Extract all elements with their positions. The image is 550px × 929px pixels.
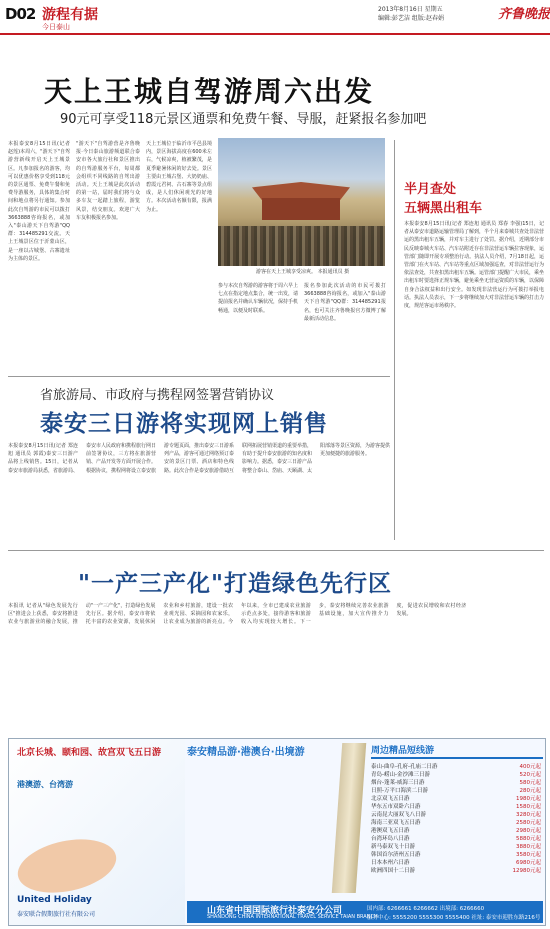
- masthead-logo: 齐鲁晚报: [498, 7, 550, 22]
- story1-col2: "游天下"自驾游营是齐鲁晚报·今日泰山旅游频道联合泰安市各大旅行社和景区推出的自驾游服务平台，每周都会组织不同线路的自驾出游活动。天上王城是此次活动的第一站，届时我们将与众多车友一起踏上旅程，游览风景，结交朋友。欢迎广大车友积极报名参加。: [76, 141, 140, 221]
- price-row-name: 日照-万平口海滨二日游: [371, 788, 428, 794]
- price-list-title: 周边精品短线游: [371, 746, 435, 756]
- ad-left-title: 北京长城、颐和园、故宫双飞五日游: [17, 748, 162, 758]
- photo-building: [262, 198, 340, 220]
- price-row-price: 1980元起: [516, 796, 541, 802]
- price-row-price: 400元起: [519, 764, 541, 770]
- ad-middle-title: 泰安精品游·港澳台·出境游: [187, 747, 305, 758]
- photo-crowd: [218, 226, 385, 266]
- column-divider: [394, 140, 395, 540]
- date-line: 2013年8月16日 星期五: [378, 6, 443, 13]
- price-row: [371, 835, 543, 843]
- united-holiday-name: 泰安联合假期旅行社有限公司: [17, 911, 96, 918]
- agency-phones: 国内部: 6266661 6266662 出境部: 6266660: [367, 906, 485, 912]
- story1-col1: 本报泰安8月15日讯(记者 赵莲)本周六，"游天下"自驾游营新线开启天上王城景区。凡参加报名的游客，均可以优惠价格享受到118元的景区通票、免费午餐和免费导游服务，具体的集合时间和地点将另行通知。参加此次自驾游的市民可以拨打3663888咨询报名，或加入"泰山游天下自驾游"QQ群：314485291交流。天上王城景区位于沂蒙山区，是一座以古城堡、古寨遗址为主体的景区。: [8, 141, 70, 262]
- story1-headline: 天上王城自驾游周六出发: [44, 75, 375, 108]
- price-row: [371, 779, 543, 787]
- photo-caption: 游客在天上王城享受凉爽。 本报通讯员 摄: [256, 269, 350, 275]
- ad-price-list: [371, 739, 543, 899]
- price-row: [371, 827, 543, 835]
- story1-col4: 参与本次自驾游的游客将于周六早上七点在指定地点集合，统一出发，请提前报名并确认车辆状况，保持手机畅通，以便及时联系。: [218, 283, 298, 314]
- section-subtitle: 今日泰山: [42, 23, 70, 31]
- price-list-rule: [371, 757, 543, 759]
- divider: [8, 376, 390, 377]
- agency-name: 山东省中国国际旅行社泰安分公司: [207, 906, 343, 916]
- price-row-price: 520元起: [519, 772, 541, 778]
- story3-body: 本报讯 记者从"绿色发展先行区"推进会上获悉，泰安将推进农业与旅游业的融合发展，推动"一产三产化"，打造绿色发展先行区。据介绍，泰安市将依托丰富的农业资源，发展休闲农业和乡村旅游，建设一批农业观光园、采摘园和农家乐，让农业成为旅游的新亮点。今年以来，全市已建成农业旅游示范点多处，接待游客和旅游收入均实现较大增长。下一步，泰安将继续完善农业旅游基础设施，加大宣传推介力度，促进农民增收和农村经济发展。: [8, 603, 467, 626]
- price-row: [371, 803, 543, 811]
- travel-advertisement: [8, 738, 546, 926]
- price-row: [371, 859, 543, 867]
- price-row-price: 2580元起: [516, 820, 541, 826]
- price-row-name: 北京双飞五日游: [371, 796, 410, 802]
- price-row: [371, 851, 543, 859]
- sidebar-headline-1: 半月查处: [404, 182, 457, 197]
- ad-bottom-bar: [187, 901, 543, 923]
- price-row: [371, 795, 543, 803]
- price-row-price: 12980元起: [512, 868, 541, 874]
- price-row: [371, 811, 543, 819]
- price-row-price: 580元起: [519, 780, 541, 786]
- price-row-price: 1580元起: [516, 804, 541, 810]
- price-row-price: 3880元起: [516, 844, 541, 850]
- price-row-name: 泰山-曲阜-孔府-孔庙二日游: [371, 764, 438, 770]
- story1-photo: [218, 138, 385, 266]
- price-row-name: 青岛-崂山-金沙滩三日游: [371, 772, 430, 778]
- price-row: [371, 787, 543, 795]
- price-row: [371, 771, 543, 779]
- story2-headline: 泰安三日游将实现网上销售: [40, 411, 328, 437]
- price-row-name: 海南三亚双飞五日游: [371, 820, 421, 826]
- price-rows: [371, 763, 543, 875]
- sidebar-body: 本报泰安8月15日讯(记者 郑连旭 通讯员 郑春 李强)15日，记者从泰安市道路运输管理局了解到，半个月来泰城共查处非法营运的黑出租车五辆，并对车主进行了处罚。据介绍，近期部分市民反映泰城火车站、汽车站附近存在非法营运车辆拉客现象，运管部门随即开展专项整治行动。执法人员介绍，7月18日起，运管部门在火车站、汽车站等重点区域加强巡查，对非法营运行为依法查处，共查扣黑出租车五辆。运管部门提醒广大市民，乘坐出租车时要选择正规车辆，避免乘坐无营运资质的车辆，以保障自身合法权益和出行安全。如发现非法营运行为可拨打举报电话。执法人员表示，下一步将继续加大对非法营运车辆的打击力度，规范客运市场秩序。: [404, 221, 544, 310]
- price-row-name: 华东五市双卧六日游: [371, 804, 421, 810]
- agency-address: 服务中心: 5555200 5555300 5555400 社址: 泰安市迎胜东路216号: [367, 915, 541, 921]
- price-row-price: 2980元起: [516, 828, 541, 834]
- price-row-name: 韩国首尔济州五日游: [371, 852, 421, 858]
- price-row-name: 港澳双飞五日游: [371, 828, 410, 834]
- agency-name-english: SHANDONG CHINA INTERNATIONAL TRAVEL SERVICE TAIAN BRANCH: [207, 914, 378, 920]
- price-row-price: 3280元起: [516, 812, 541, 818]
- price-row-name: 烟台-蓬莱-威海三日游: [371, 780, 425, 786]
- sidebar-headline-2: 五辆黑出租车: [404, 201, 483, 216]
- story1-col3: 天上王城位于临沂市平邑县境内，景区海拔高度在600米左右，气候凉爽，植被繁茂，是夏季避暑休闲的好去处。景区主要由王城古堡、大奶奶庙、碧霞元君祠、古石寨等景点组成，是人们休闲观光的好地方。本次活动名额有限，报满为止。: [146, 141, 212, 213]
- price-row: [371, 867, 543, 875]
- editor-line: 编辑:彭艺洁 组版:赵春娟: [378, 15, 444, 22]
- price-row-price: 3580元起: [516, 852, 541, 858]
- landmark-tower-photo: [332, 743, 366, 893]
- divider: [8, 550, 544, 551]
- page-number: D02: [5, 5, 36, 23]
- price-row-price: 6980元起: [516, 860, 541, 866]
- story2-body: 本报泰安8月15日讯(记者 郑连旭 通讯员 郭霞)泰安三日游产品将上线销售。15日，记者从泰安市旅游局获悉，省旅游局、泰安市人民政府和携程旅行网日前签署协议，三方将在旅游营销、产品开发等方面开展合作。根据协议，携程网将设立泰安旅游专题页面，推出泰安三日游系列产品，游客可通过网络预订泰安的景区门票、酒店和特色线路。此次合作是泰安旅游借助互联网拓展营销渠道的重要举措，有助于提升泰安旅游的知名度和影响力。据悉，泰安三日游产品将整合泰山、岱庙、天颐湖、太阳部落等景区资源，为游客提供更加便捷的旅游服务。: [8, 443, 390, 474]
- price-row-price: 280元起: [519, 788, 541, 794]
- story1-subhead: 90元可享受118元景区通票和免费午餐、导服，赶紧报名参加吧: [60, 112, 427, 127]
- price-row: [371, 763, 543, 771]
- price-row-name: 欧洲四国十二日游: [371, 868, 416, 874]
- price-row-name: 日本本州六日游: [371, 860, 410, 866]
- price-row: [371, 843, 543, 851]
- price-row-name: 台湾环岛八日游: [371, 836, 410, 842]
- ad-left-subtitle: 港澳游、台湾游: [17, 780, 73, 789]
- united-holiday-logo: United Holiday: [17, 895, 92, 905]
- header-rule: [0, 33, 550, 35]
- story1-col5: 报名参加此次活动的市民可拨打3663888咨询报名，或加入"泰山游天下自驾游"QQ群：314485291报名，也可关注齐鲁晚报官方微博了解最新活动信息。: [304, 283, 386, 322]
- ad-left-panel: [9, 739, 185, 925]
- price-row-name: 云南昆大丽双飞八日游: [371, 812, 427, 818]
- hand-illustration: [13, 831, 121, 901]
- price-row-name: 新马泰双飞十日游: [371, 844, 416, 850]
- section-title: 游程有据: [42, 7, 98, 23]
- price-row: [371, 819, 543, 827]
- story3-headline: "一产三产化"打造绿色先行区: [78, 571, 392, 597]
- ad-middle-panel: [187, 739, 367, 899]
- price-row-price: 5880元起: [516, 836, 541, 842]
- story2-kicker: 省旅游局、市政府与携程网签署营销协议: [40, 388, 275, 403]
